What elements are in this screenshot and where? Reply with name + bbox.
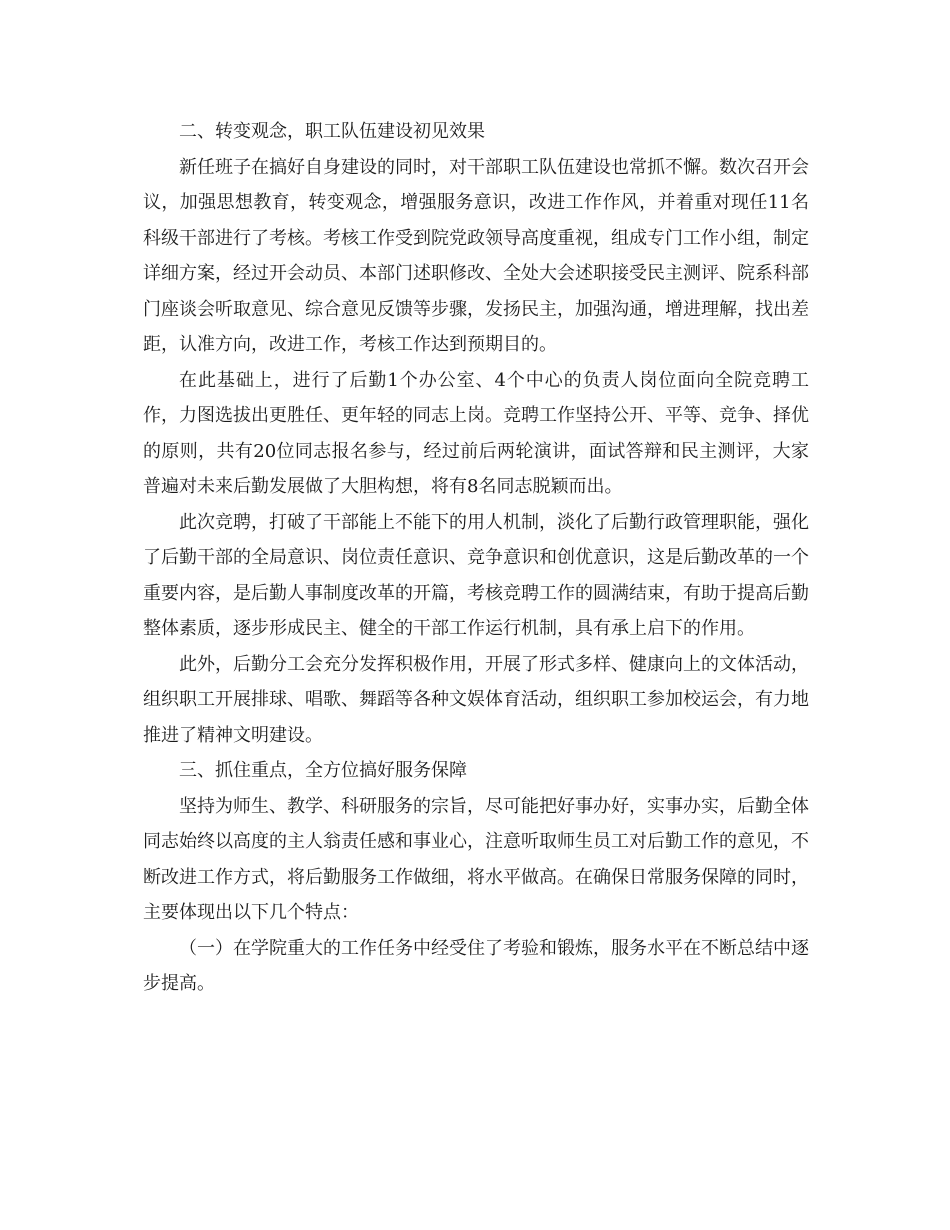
section-heading-3: 三、抓住重点，全方位搞好服务保障 (179, 760, 467, 781)
paragraph-mechanism: 此次竞聘，打破了干部能上不能下的用人机制，淡化了后勤行政管理职能，强化了后勤干部的全局意识、岗位责任意识、竞争意识和创优意识，这是后勤改革的一个重要内容，是后勤人事制度改革的开篇，考核竞聘工作的圆满结束，有助于提高后勤整体素质，逐步形成民主、健全的干部工作运行机制，具有承上启下的作用。 (143, 511, 809, 639)
paragraph-feature-one: （一）在学院重大的工作任务中经受住了考验和锻炼，服务水平在不断总结中逐步提高。 (143, 937, 809, 994)
document-body (143, 114, 809, 1002)
paragraph-union-activities: 此外，后勤分工会充分发挥积极作用，开展了形式多样、健康向上的文体活动，组织职工开展排球、唱歌、舞蹈等各种文娱体育活动，组织职工参加校运会，有力地推进了精神文明建设。 (143, 653, 809, 746)
paragraph-team-building: 新任班子在搞好自身建设的同时，对干部职工队伍建设也常抓不懈。数次召开会议，加强思想教育，转变观念，增强服务意识，改进工作作风，并着重对现任11名科级干部进行了考核。考核工作受到院党政领导高度重视，组成专门工作小组，制定详细方案，经过开会动员、本部门述职修改、全处大会述职接受民主测评、院系科部门座谈会听取意见、综合意见反馈等步骤，发扬民主，加强沟通，增进理解，找出差距，认准方向，改进工作，考核工作达到预期目的。 (143, 156, 809, 355)
paragraph-service-purpose: 坚持为师生、教学、科研服务的宗旨，尽可能把好事办好，实事办实，后勤全体同志始终以高度的主人翁责任感和事业心，注意听取师生员工对后勤工作的意见，不断改进工作方式，将后勤服务工作做细，将水平做高。在确保日常服务保障的同时，主要体现出以下几个特点： (143, 795, 809, 923)
section-heading-2: 二、转变观念，职工队伍建设初见效果 (179, 121, 485, 142)
paragraph-competition: 在此基础上，进行了后勤1个办公室、4个中心的负责人岗位面向全院竞聘工作，力图选拔出更胜任、更年轻的同志上岗。竞聘工作坚持公开、平等、竞争、择优的原则，共有20位同志报名参与，经过前后两轮演讲，面试答辩和民主测评，大家普遍对未来后勤发展做了大胆构想，将有8名同志脱颖而出。 (143, 369, 809, 497)
